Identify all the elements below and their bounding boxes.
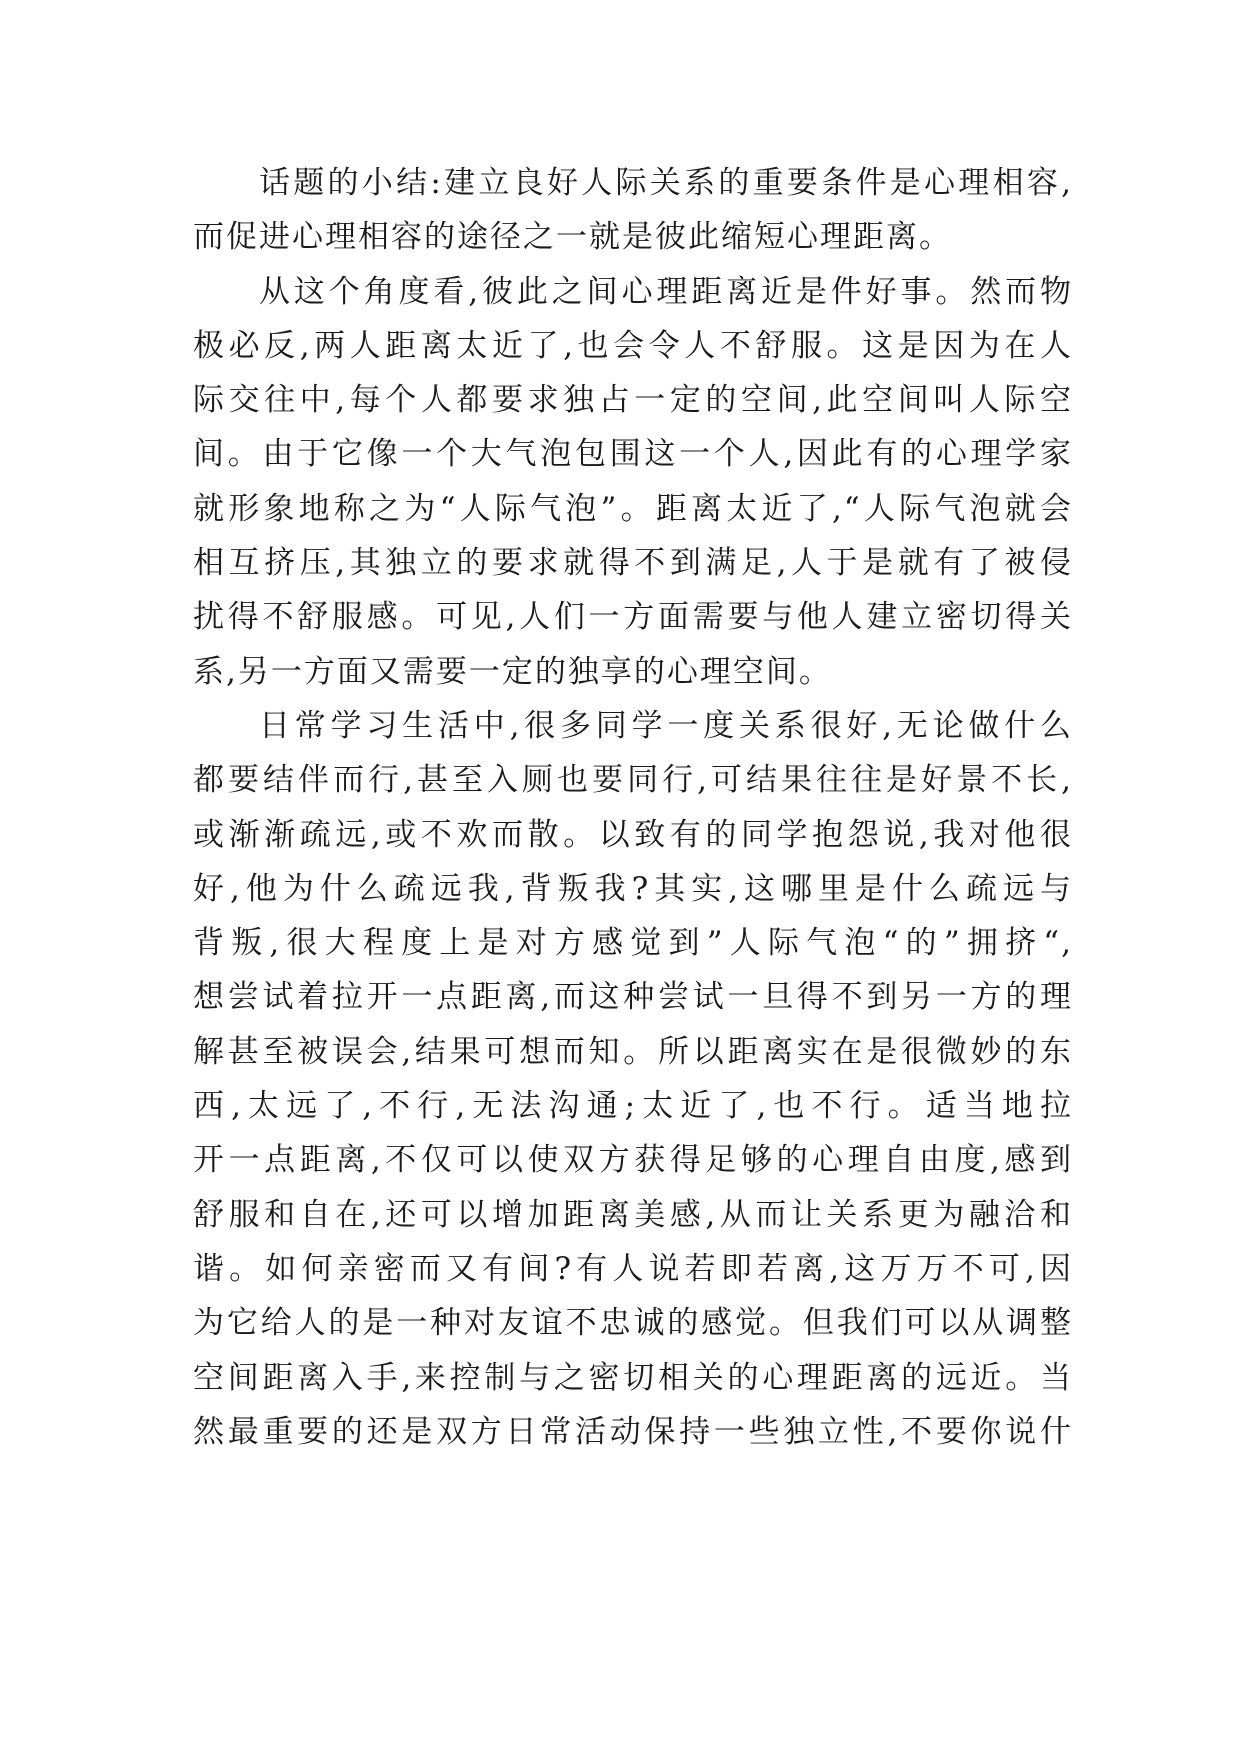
text-line: 日常学习生活中,很多同学一度关系很好,无论做什么 [259, 707, 1073, 744]
text-line: 扰得不舒服感。可见,人们一方面需要与他人建立密切得关 [193, 599, 1073, 636]
text-line: 从这个角度看,彼此之间心理距离近是件好事。然而物 [259, 273, 1073, 310]
text-line: 空间距离入手,来控制与之密切相关的心理距离的远近。当 [193, 1359, 1073, 1396]
text-line: 相互挤压,其独立的要求就得不到满足,人于是就有了被侵 [193, 545, 1073, 582]
text-line: 极必反,两人距离太近了,也会令人不舒服。这是因为在人 [193, 327, 1073, 364]
text-line: 然最重要的还是双方日常活动保持一些独立性,不要你说什 [193, 1413, 1073, 1450]
text-line: 就形象地称之为“人际气泡”。距离太近了,“人际气泡就会 [193, 490, 1073, 527]
text-line: 西,太远了,不行,无法沟通;太近了,也不行。适当地拉 [193, 1088, 1073, 1125]
text-line: 或渐渐疏远,或不欢而散。以致有的同学抱怨说,我对他很 [193, 816, 1073, 853]
text-line: 话题的小结:建立良好人际关系的重要条件是心理相容, [259, 165, 1073, 201]
text-line: 想尝试着拉开一点距离,而这种尝试一旦得不到另一方的理 [193, 979, 1073, 1016]
paragraph-summary [193, 156, 1073, 265]
text-line: 际交往中,每个人都要求独占一定的空间,此空间叫人际空 [193, 382, 1073, 419]
text-line: 间。由于它像一个大气泡包围这一个人,因此有的心理学家 [193, 436, 1073, 473]
text-line: 舒服和自在,还可以增加距离美感,从而让关系更为融洽和 [193, 1196, 1073, 1233]
document-body [193, 156, 1073, 1459]
text-line: 都要结伴而行,甚至入厕也要同行,可结果往往是好景不长, [193, 762, 1073, 799]
text-line: 为它给人的是一种对友谊不忠诚的感觉。但我们可以从调整 [193, 1305, 1073, 1342]
text-line: 好,他为什么疏远我,背叛我?其实,这哪里是什么疏远与 [193, 870, 1073, 907]
text-line: 背叛,很大程度上是对方感觉到”人际气泡“的”拥挤“, [193, 925, 1073, 962]
text-line: 开一点距离,不仅可以使双方获得足够的心理自由度,感到 [193, 1142, 1073, 1179]
text-line: 谐。如何亲密而又有间?有人说若即若离,这万万不可,因 [193, 1250, 1073, 1287]
text-line: 解甚至被误会,结果可想而知。所以距离实在是很微妙的东 [193, 1033, 1073, 1070]
text-line: 系,另一方面又需要一定的独享的心理空间。 [193, 653, 832, 690]
text-line: 而促进心理相容的途径之一就是彼此缩短心理距离。 [193, 219, 952, 256]
paragraph-daily-life [193, 699, 1073, 1459]
paragraph-interpersonal-bubble [193, 265, 1073, 699]
